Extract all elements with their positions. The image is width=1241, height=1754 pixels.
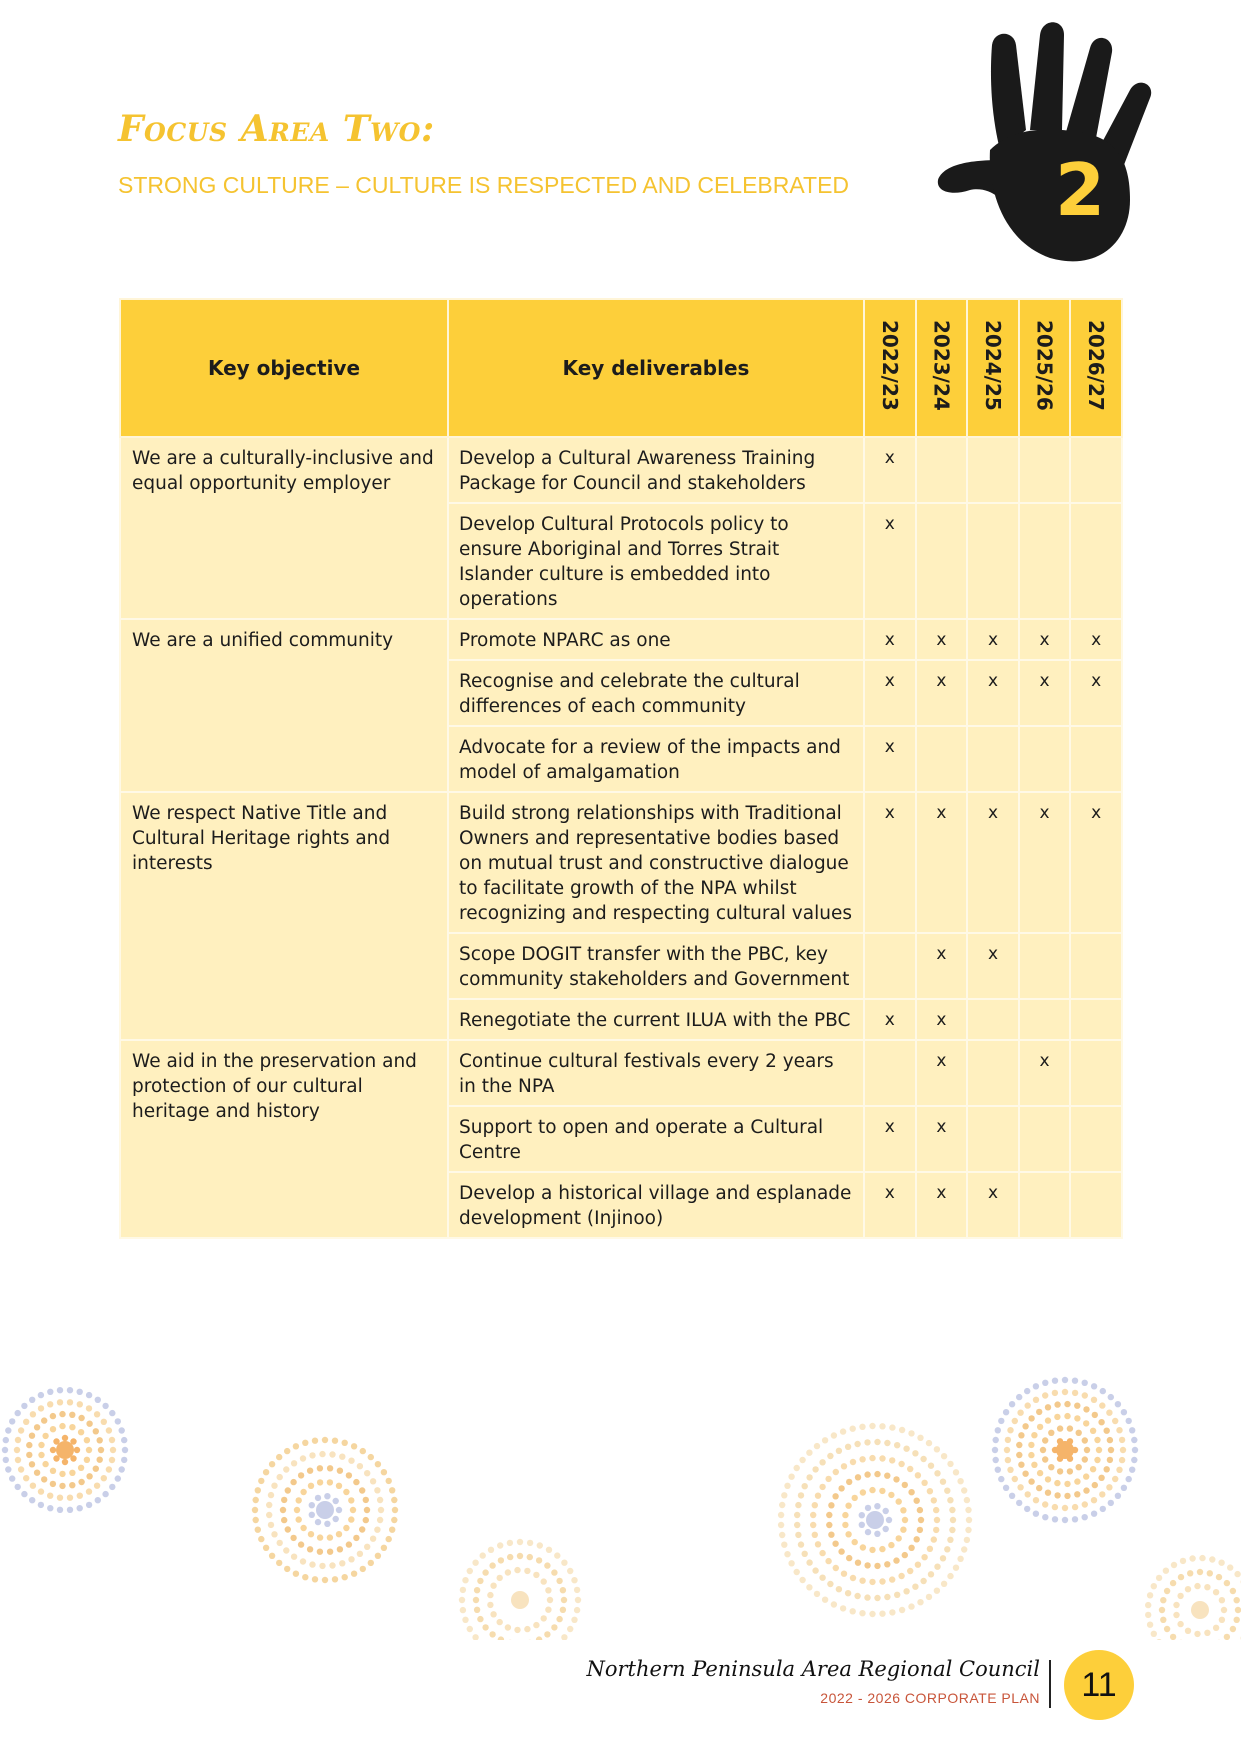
year-mark-cell [1070, 503, 1122, 619]
objective-cell: We are a unified community [120, 619, 448, 792]
year-mark-cell: x [1019, 619, 1071, 660]
objectives-table [119, 298, 1121, 1239]
column-header-year: 2026/27 [1070, 299, 1122, 437]
year-mark-cell [1070, 933, 1122, 999]
handprint-icon [930, 10, 1190, 280]
year-mark-cell [967, 999, 1019, 1040]
year-mark-cell: x [864, 1172, 916, 1238]
year-mark-cell: x [864, 792, 916, 933]
handprint-number: 2 [1054, 148, 1106, 232]
deliverable-cell: Recognise and celebrate the cultural differences of each community [448, 660, 864, 726]
year-mark-cell: x [864, 503, 916, 619]
year-mark-cell: x [916, 792, 968, 933]
year-mark-cell [1019, 726, 1071, 792]
year-mark-cell: x [967, 1172, 1019, 1238]
year-mark-cell [1019, 1172, 1071, 1238]
year-mark-cell [1019, 503, 1071, 619]
year-mark-cell [1070, 1172, 1122, 1238]
deliverable-cell: Promote NPARC as one [448, 619, 864, 660]
year-mark-cell: x [916, 999, 968, 1040]
footer-plan-title: 2022 - 2026 CORPORATE PLAN [820, 1690, 1040, 1706]
year-mark-cell: x [1070, 660, 1122, 726]
year-mark-cell: x [916, 1106, 968, 1172]
deliverable-cell: Develop Cultural Protocols policy to ensure Aboriginal and Torres Strait Islander culture is embedded into operations [448, 503, 864, 619]
deliverable-cell: Scope DOGIT transfer with the PBC, key community stakeholders and Government [448, 933, 864, 999]
deliverable-cell: Build strong relationships with Traditional Owners and representative bodies based on mutual trust and constructive dialogue to facilitate growth of the NPA whilst recognizing and respecting cultural values [448, 792, 864, 933]
year-mark-cell [1070, 1106, 1122, 1172]
table-row [120, 792, 1122, 933]
year-mark-cell: x [967, 792, 1019, 933]
footer-organisation: Northern Peninsula Area Regional Council [586, 1657, 1040, 1681]
deliverable-cell: Continue cultural festivals every 2 years in the NPA [448, 1040, 864, 1106]
year-mark-cell: x [864, 437, 916, 503]
year-mark-cell: x [864, 1106, 916, 1172]
footer-divider [1049, 1660, 1051, 1708]
deliverable-cell: Advocate for a review of the impacts and model of amalgamation [448, 726, 864, 792]
objective-cell: We respect Native Title and Cultural Heritage rights and interests [120, 792, 448, 1040]
year-mark-cell [916, 437, 968, 503]
year-mark-cell: x [1070, 792, 1122, 933]
year-mark-cell: x [916, 619, 968, 660]
column-header-deliverables: Key deliverables [448, 299, 864, 437]
year-mark-cell: x [967, 619, 1019, 660]
year-mark-cell: x [916, 1040, 968, 1106]
deliverable-cell: Support to open and operate a Cultural Centre [448, 1106, 864, 1172]
year-mark-cell [1019, 437, 1071, 503]
year-mark-cell [967, 437, 1019, 503]
focus-area-title: Focus Area Two: [118, 108, 435, 150]
column-header-year: 2025/26 [1019, 299, 1071, 437]
year-mark-cell [967, 726, 1019, 792]
year-mark-cell: x [967, 660, 1019, 726]
objective-cell: We aid in the preservation and protection of our cultural heritage and history [120, 1040, 448, 1238]
column-header-year: 2023/24 [916, 299, 968, 437]
year-mark-cell: x [967, 933, 1019, 999]
year-mark-cell [916, 726, 968, 792]
year-mark-cell: x [864, 999, 916, 1040]
year-mark-cell: x [1070, 619, 1122, 660]
year-mark-cell [1070, 437, 1122, 503]
column-header-objective: Key objective [120, 299, 448, 437]
page-number: 11 [1064, 1650, 1134, 1720]
focus-area-subtitle: STRONG CULTURE – CULTURE IS RESPECTED AND CELEBRATED [118, 172, 850, 198]
table-header-row [120, 299, 1122, 437]
year-mark-cell [967, 503, 1019, 619]
column-header-year: 2024/25 [967, 299, 1019, 437]
year-mark-cell [1019, 933, 1071, 999]
year-mark-cell [1019, 999, 1071, 1040]
year-mark-cell: x [916, 1172, 968, 1238]
year-mark-cell [864, 1040, 916, 1106]
year-mark-cell: x [864, 660, 916, 726]
deliverable-cell: Develop a Cultural Awareness Training Package for Council and stakeholders [448, 437, 864, 503]
year-mark-cell: x [1019, 792, 1071, 933]
table-row [120, 437, 1122, 503]
year-mark-cell [916, 503, 968, 619]
year-mark-cell: x [864, 619, 916, 660]
year-mark-cell: x [1019, 1040, 1071, 1106]
objective-cell: We are a culturally-inclusive and equal opportunity employer [120, 437, 448, 619]
year-mark-cell [967, 1106, 1019, 1172]
year-mark-cell: x [916, 660, 968, 726]
year-mark-cell: x [916, 933, 968, 999]
year-mark-cell: x [864, 726, 916, 792]
year-mark-cell: x [1019, 660, 1071, 726]
year-mark-cell [1070, 999, 1122, 1040]
table-row [120, 619, 1122, 660]
year-mark-cell [1019, 1106, 1071, 1172]
year-mark-cell [967, 1040, 1019, 1106]
year-mark-cell [864, 933, 916, 999]
column-header-year: 2022/23 [864, 299, 916, 437]
year-mark-cell [1070, 1040, 1122, 1106]
dot-art-decoration [0, 1370, 1241, 1640]
year-mark-cell [1070, 726, 1122, 792]
deliverable-cell: Develop a historical village and esplanade development (Injinoo) [448, 1172, 864, 1238]
table-row [120, 1040, 1122, 1106]
deliverable-cell: Renegotiate the current ILUA with the PBC [448, 999, 864, 1040]
